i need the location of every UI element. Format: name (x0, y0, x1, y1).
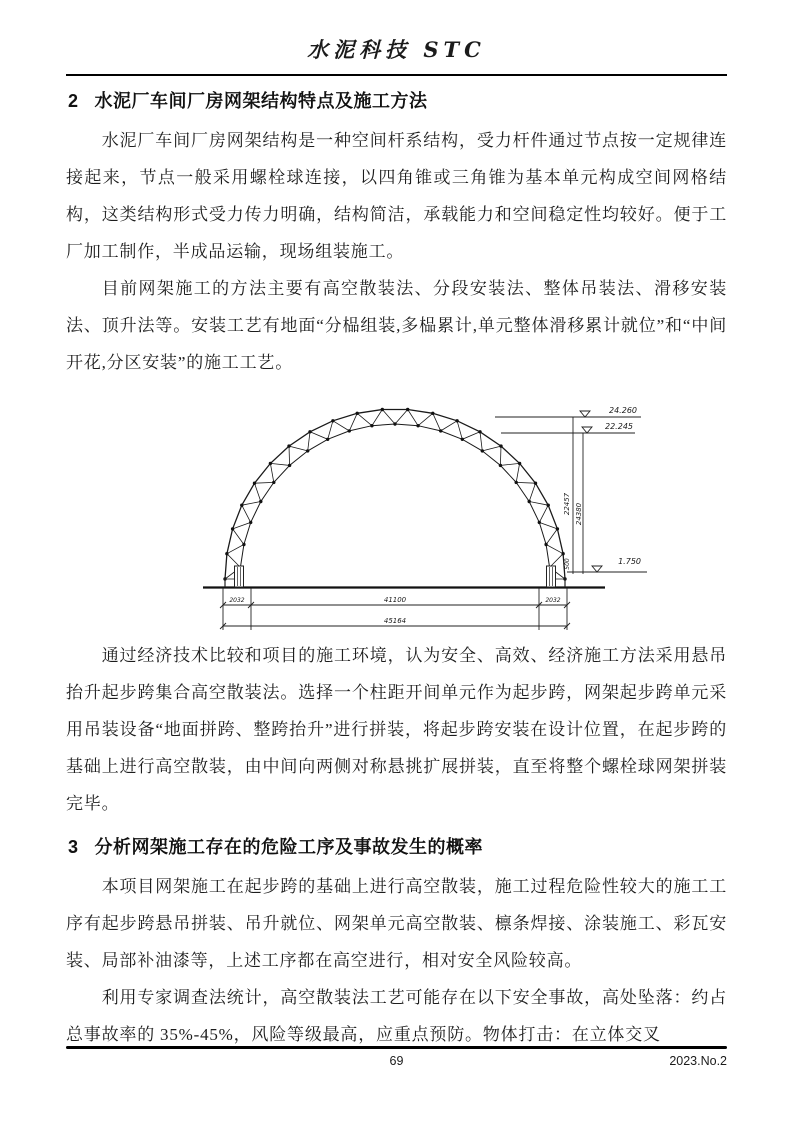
support-column-right (547, 566, 556, 587)
section-3-heading (68, 833, 727, 859)
paragraph-structure-intro: 水泥厂车间厂房网架结构是一种空间杆系结构，受力杆件通过节点按一定规律连接起来，节点一般采用螺栓球连接，以四角锥或三角锥为基本单元构成空间网格结构，这类结构形式受力传力明确，结构简洁，承载能力和空间稳定性均较好。便于工厂加工制作，半成品运输，现场组装施工。 (66, 131, 727, 261)
section-2-heading (68, 87, 727, 113)
elevation-lines (495, 411, 647, 574)
section-3-title: 分析网架施工存在的危险工序及事故发生的概率 (94, 837, 484, 857)
dim-side-right: 2032 (545, 597, 561, 604)
dim-span-total: 45164 (383, 617, 407, 625)
page-number: 69 (389, 1054, 404, 1068)
paragraph-method-selection: 通过经济技术比较和项目的施工环境，认为安全、高效、经济施工方法采用悬吊抬升起步跨集合高空散装法。选择一个柱距开间单元作为起步跨，网架起步跨单元采用吊装设备“地面拼跨、整跨抬升”进行拼装，将起步跨安装在设计位置，在起步跨的基础上进行高空散装，由中间向两侧对称悬挑扩展拼装，直至将整个螺栓球网架拼装完毕。 (66, 646, 727, 813)
arch-truss-drawing (185, 386, 755, 634)
dim-vertical-small: 500 (564, 558, 571, 570)
section-2-number: 2 (68, 91, 79, 111)
dim-vertical-right: 24380 (575, 502, 583, 526)
dim-elevation-mid: 22.245 (605, 422, 633, 431)
issue-label: 2023.No.2 (669, 1054, 727, 1068)
dim-vertical-left: 22457 (563, 492, 571, 516)
section-2-title: 水泥厂车间厂房网架结构特点及施工方法 (94, 91, 428, 111)
page-footer (66, 1046, 727, 1072)
support-column-left (235, 566, 244, 587)
header-rule (66, 74, 727, 76)
dim-elevation-low: 1.750 (618, 557, 641, 566)
truss-diagram-figure (185, 386, 755, 634)
section-3-number: 3 (68, 837, 79, 857)
paragraph-risk-procedures: 本项目网架施工在起步跨的基础上进行高空散装，施工过程危险性较大的施工工序有起步跨悬吊拼装、吊升就位、网架单元高空散装、檩条焊接、涂装施工、彩瓦安装、局部补油漆等，上述工序都在高空进行，相对安全风险较高。 (66, 877, 727, 970)
paragraph-accident-statistics: 利用专家调查法统计，高空散装法工艺可能存在以下安全事故，高处坠落：约占总事故率的 35%-45%，风险等级最高，应重点预防。物体打击：在立体交叉 (66, 988, 727, 1044)
footer-rule (66, 1046, 727, 1049)
dim-elevation-top: 24.260 (609, 406, 637, 415)
paragraph-methods: 目前网架施工的方法主要有高空散装法、分段安装法、整体吊装法、滑移安装法、顶升法等。安装工艺有地面“分榀组装,多榀累计,单元整体滑移累计就位”和“中间开花,分区安装”的施工工艺。 (66, 279, 727, 372)
arch-truss (223, 408, 566, 581)
dim-span-inner: 41100 (383, 596, 407, 604)
journal-title: 水泥科技 STC (307, 37, 486, 62)
dim-side-left: 2032 (229, 597, 245, 604)
